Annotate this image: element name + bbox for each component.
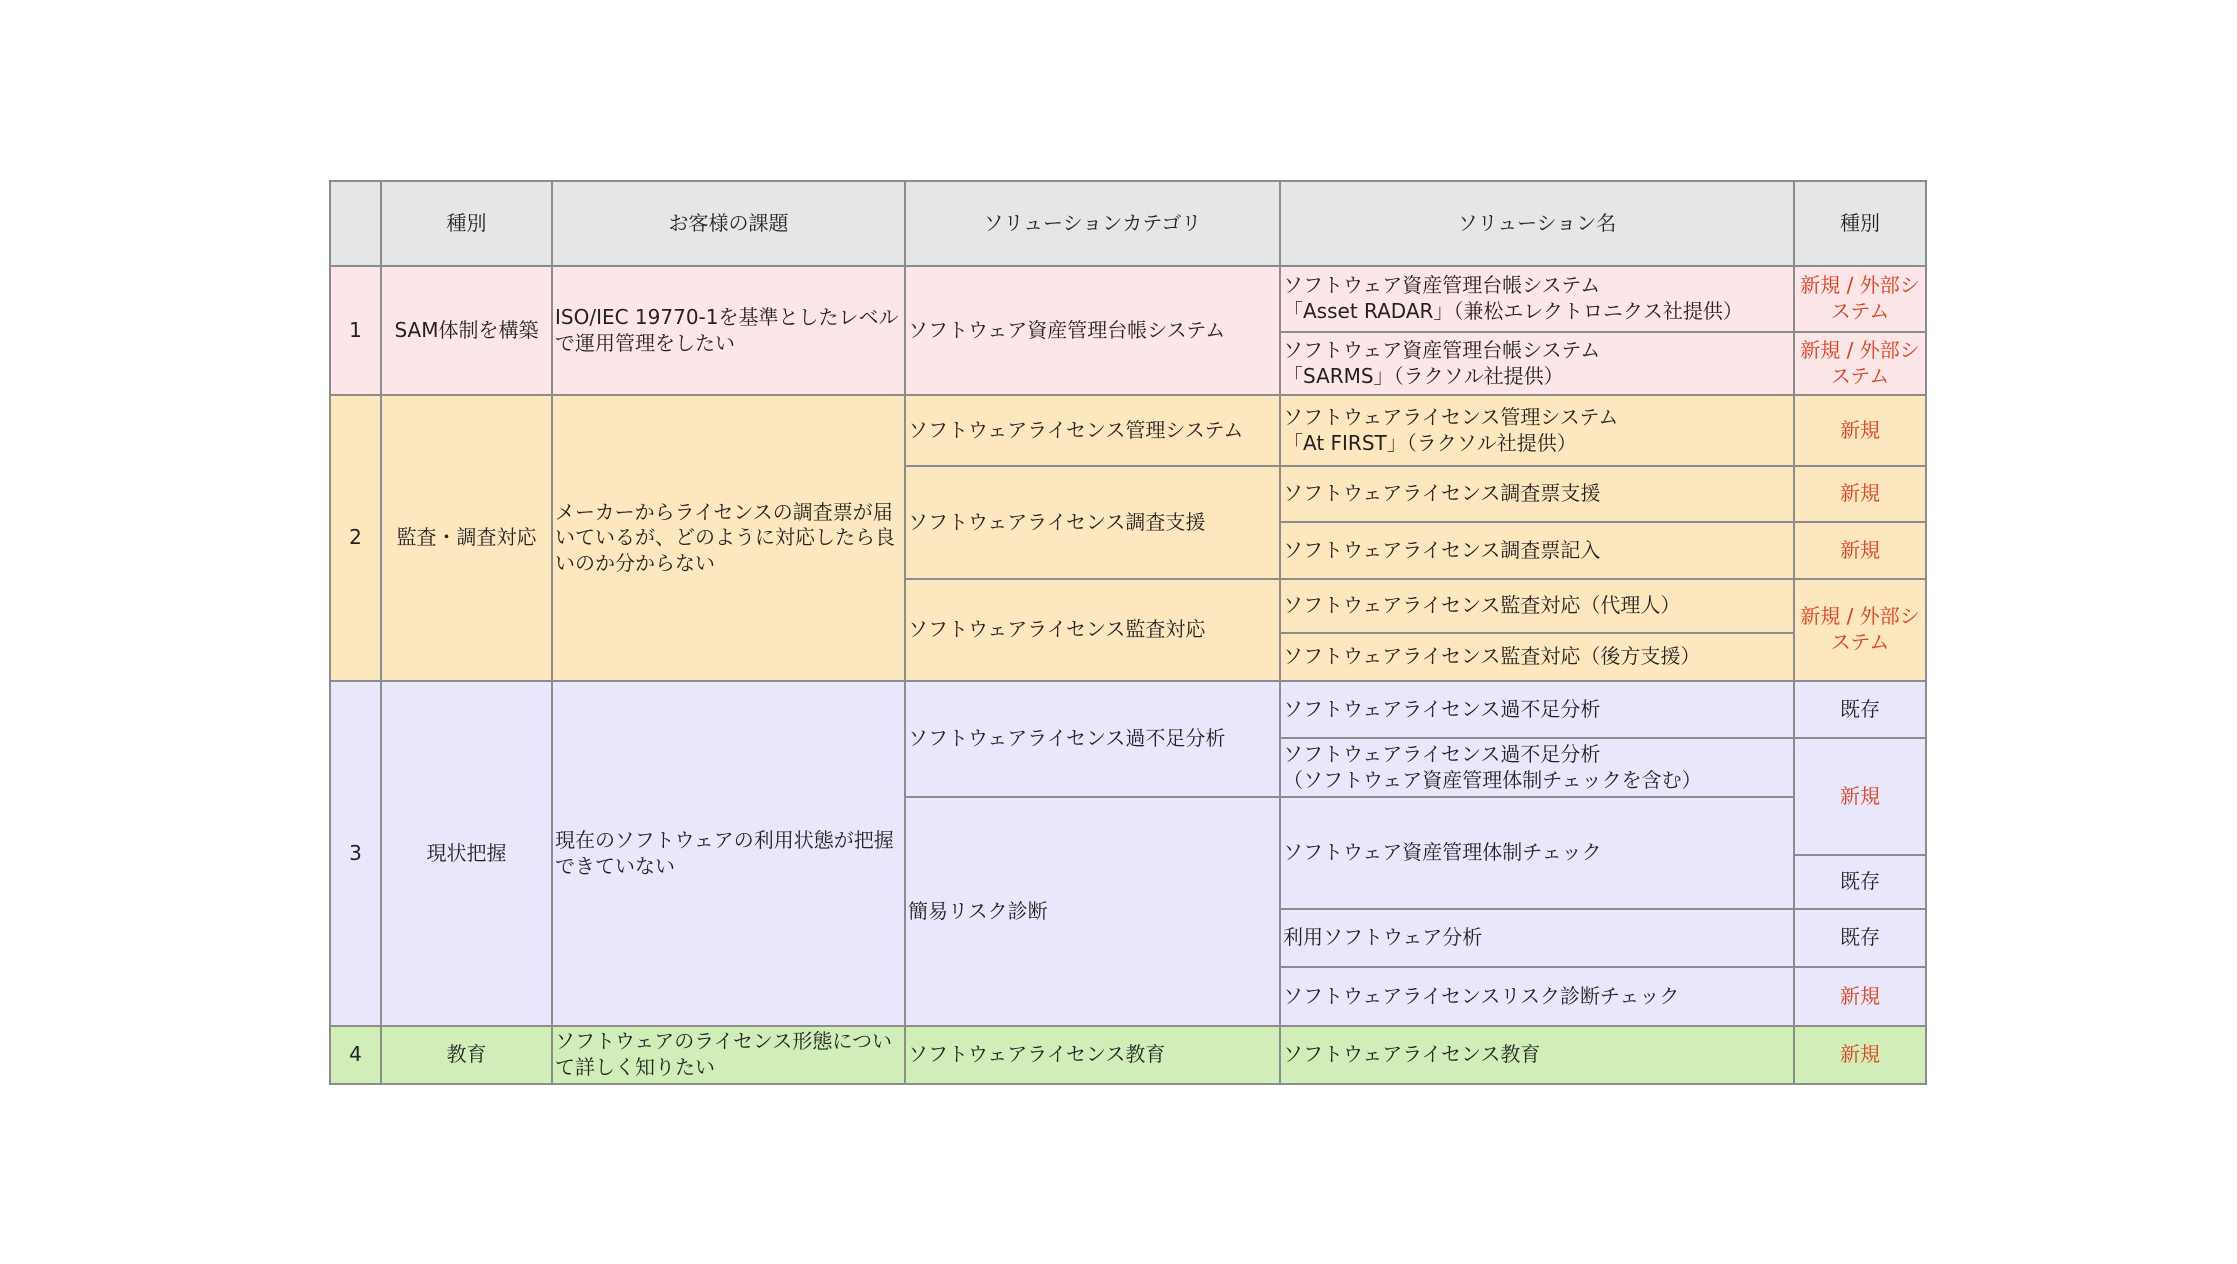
status-badge: 新規 bbox=[1794, 395, 1926, 466]
solution-name-line1: ソフトウェア資産管理台帳システム bbox=[1283, 273, 1601, 298]
customer-issue: メーカーからライセンスの調査票が届いているが、どのように対応したら良いのか分からない bbox=[552, 395, 905, 681]
header-issue: お客様の課題 bbox=[552, 181, 905, 266]
solution-name: ソフトウェア資産管理体制チェック bbox=[1280, 797, 1794, 909]
solution-category: ソフトウェアライセンス過不足分析 bbox=[905, 681, 1280, 797]
status-badge: 新規 bbox=[1794, 967, 1926, 1026]
status-badge: 新規 bbox=[1794, 738, 1926, 855]
solution-name-line1: ソフトウェアライセンス過不足分析 bbox=[1283, 741, 1601, 766]
header-solution: ソリューション名 bbox=[1280, 181, 1794, 266]
table-row bbox=[330, 1026, 1926, 1084]
status-badge: 既存 bbox=[1794, 855, 1926, 909]
solution-category: 簡易リスク診断 bbox=[905, 797, 1280, 1026]
table-row bbox=[330, 395, 1926, 466]
section-type: 監査・調査対応 bbox=[381, 395, 552, 681]
solution-name: ソフトウェアライセンス教育 bbox=[1280, 1026, 1794, 1084]
status-badge: 新規 bbox=[1794, 522, 1926, 579]
status-badge: 新規 bbox=[1794, 1026, 1926, 1084]
status-badge: 新規 / 外部システム bbox=[1794, 579, 1926, 681]
solution-name bbox=[1280, 266, 1794, 332]
header-type: 種別 bbox=[381, 181, 552, 266]
solution-name-line2: 「SARMS」（ラクソル社提供） bbox=[1283, 363, 1564, 388]
solution-name-line1: ソフトウェア資産管理台帳システム bbox=[1283, 337, 1601, 362]
status-badge: 新規 / 外部システム bbox=[1794, 332, 1926, 395]
section-type: SAM体制を構築 bbox=[381, 266, 552, 395]
solution-name bbox=[1280, 395, 1794, 466]
customer-issue: 現在のソフトウェアの利用状態が把握できていない bbox=[552, 681, 905, 1026]
customer-issue: ISO/IEC 19770-1を基準としたレベルで運用管理をしたい bbox=[552, 266, 905, 395]
section-number: 4 bbox=[330, 1026, 381, 1084]
solution-name: ソフトウェアライセンスリスク診断チェック bbox=[1280, 967, 1794, 1026]
table-row bbox=[330, 681, 1926, 738]
table-header-row bbox=[330, 181, 1926, 266]
customer-issue: ソフトウェアのライセンス形態について詳しく知りたい bbox=[552, 1026, 905, 1084]
header-no bbox=[330, 181, 381, 266]
solution-name-line1: ソフトウェアライセンス管理システム bbox=[1283, 404, 1619, 429]
status-badge: 新規 / 外部システム bbox=[1794, 266, 1926, 332]
solution-category: ソフトウェアライセンス教育 bbox=[905, 1026, 1280, 1084]
status-badge: 既存 bbox=[1794, 681, 1926, 738]
solution-category: ソフトウェアライセンス管理システム bbox=[905, 395, 1280, 466]
header-category: ソリューションカテゴリ bbox=[905, 181, 1280, 266]
solution-name bbox=[1280, 332, 1794, 395]
section-number: 3 bbox=[330, 681, 381, 1026]
section-type: 現状把握 bbox=[381, 681, 552, 1026]
table-row bbox=[330, 266, 1926, 332]
solution-category: ソフトウェア資産管理台帳システム bbox=[905, 266, 1280, 395]
section-number: 2 bbox=[330, 395, 381, 681]
solution-category: ソフトウェアライセンス監査対応 bbox=[905, 579, 1280, 681]
solution-table bbox=[329, 180, 1927, 1085]
solution-name: ソフトウェアライセンス調査票支援 bbox=[1280, 466, 1794, 522]
solution-name: ソフトウェアライセンス過不足分析 bbox=[1280, 681, 1794, 738]
section-number: 1 bbox=[330, 266, 381, 395]
header-status: 種別 bbox=[1794, 181, 1926, 266]
solution-name: ソフトウェアライセンス監査対応（後方支援） bbox=[1280, 633, 1794, 681]
solution-name: ソフトウェアライセンス監査対応（代理人） bbox=[1280, 579, 1794, 633]
status-badge: 新規 bbox=[1794, 466, 1926, 522]
solution-name: ソフトウェアライセンス調査票記入 bbox=[1280, 522, 1794, 579]
section-type: 教育 bbox=[381, 1026, 552, 1084]
solution-category: ソフトウェアライセンス調査支援 bbox=[905, 466, 1280, 579]
solution-name-line2: 「Asset RADAR」（兼松エレクトロニクス社提供） bbox=[1283, 299, 1743, 323]
solution-name-line2: （ソフトウェア資産管理体制チェックを含む） bbox=[1283, 767, 1702, 792]
solution-name-line2: 「At FIRST」（ラクソル社提供） bbox=[1283, 430, 1577, 455]
status-badge: 既存 bbox=[1794, 909, 1926, 967]
solution-name bbox=[1280, 738, 1794, 797]
solution-name: 利用ソフトウェア分析 bbox=[1280, 909, 1794, 967]
